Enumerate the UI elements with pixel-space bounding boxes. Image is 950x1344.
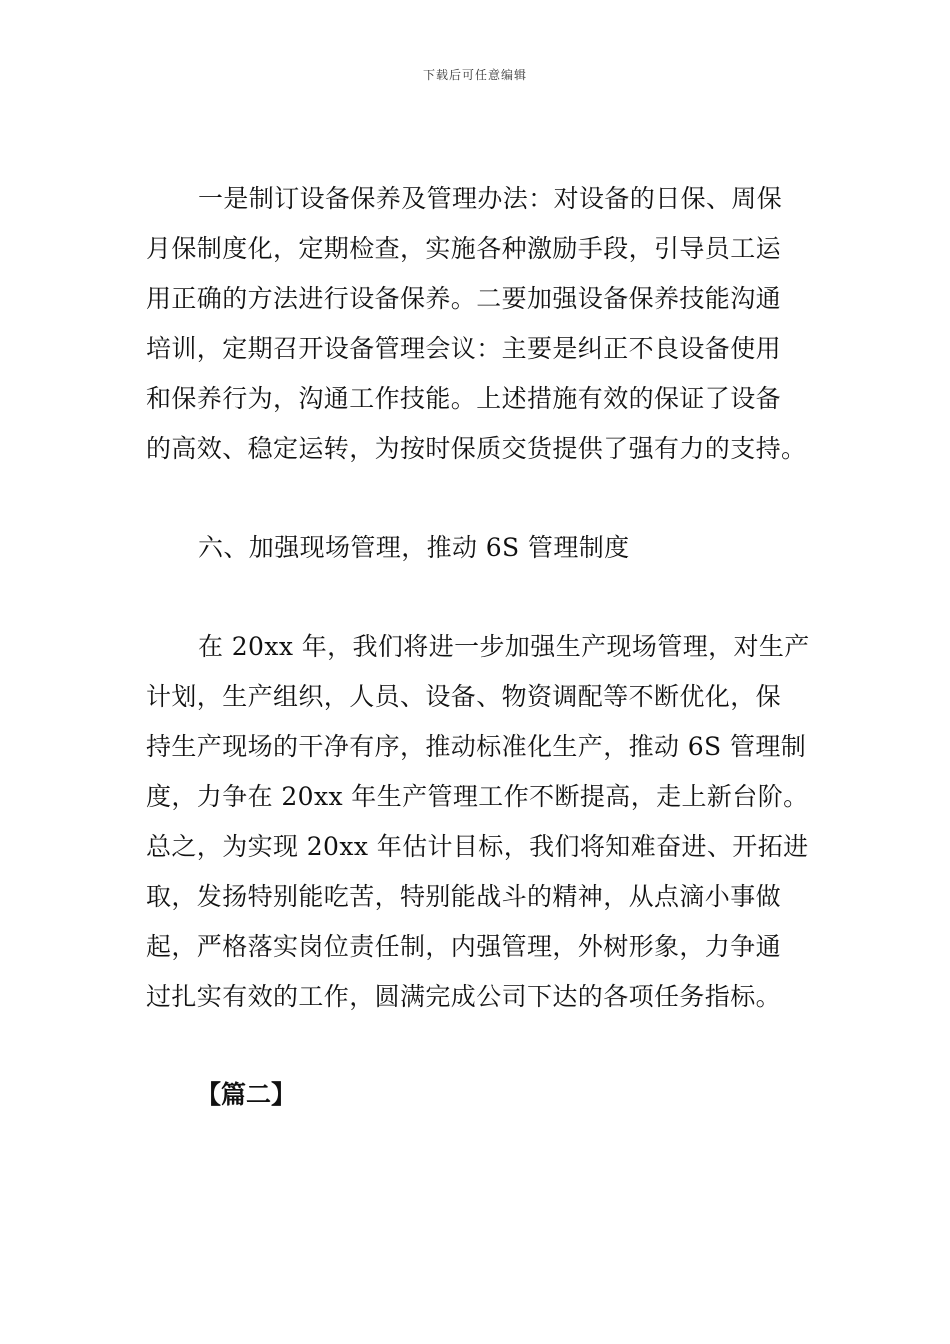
paragraph2-line: 过扎实有效的工作，圆满完成公司下达的各项任务指标。 [146, 982, 782, 1011]
paragraph1-line: 和保养行为，沟通工作技能。上述措施有效的保证了设备 [146, 384, 782, 413]
paragraph2-line: 总之，为实现 20xx 年估计目标，我们将知难奋进、开拓进 [146, 832, 809, 861]
paragraph1-line: 的高效、稳定运转，为按时保质交货提供了强有力的支持。 [146, 434, 807, 463]
section-title: 六、加强现场管理，推动 6S 管理制度 [198, 533, 630, 562]
paragraph2-line: 度，力争在 20xx 年生产管理工作不断提高，走上新台阶。 [146, 782, 809, 811]
paragraph1-line: 培训，定期召开设备管理会议：主要是纠正不良设备使用 [146, 334, 782, 363]
paragraph2-line: 持生产现场的干净有序，推动标准化生产，推动 6S 管理制 [146, 732, 807, 761]
part-label: 【篇二】 [196, 1080, 297, 1109]
paragraph1-line: 月保制度化，定期检查，实施各种激励手段，引导员工运 [146, 234, 782, 263]
paragraph2-line: 取，发扬特别能吃苦，特别能战斗的精神，从点滴小事做 [146, 882, 782, 911]
paragraph1-line: 一是制订设备保养及管理办法：对设备的日保、周保 [198, 184, 783, 213]
paragraph2-line: 起，严格落实岗位责任制，内强管理，外树形象，力争通 [146, 932, 782, 961]
paragraph2-line: 计划，生产组织，人员、设备、物资调配等不断优化，保 [146, 682, 782, 711]
paragraph1-line: 用正确的方法进行设备保养。二要加强设备保养技能沟通 [146, 284, 782, 313]
header-note: 下载后可任意编辑 [422, 68, 527, 82]
paragraph2-line: 在 20xx 年，我们将进一步加强生产现场管理，对生产 [198, 632, 810, 661]
